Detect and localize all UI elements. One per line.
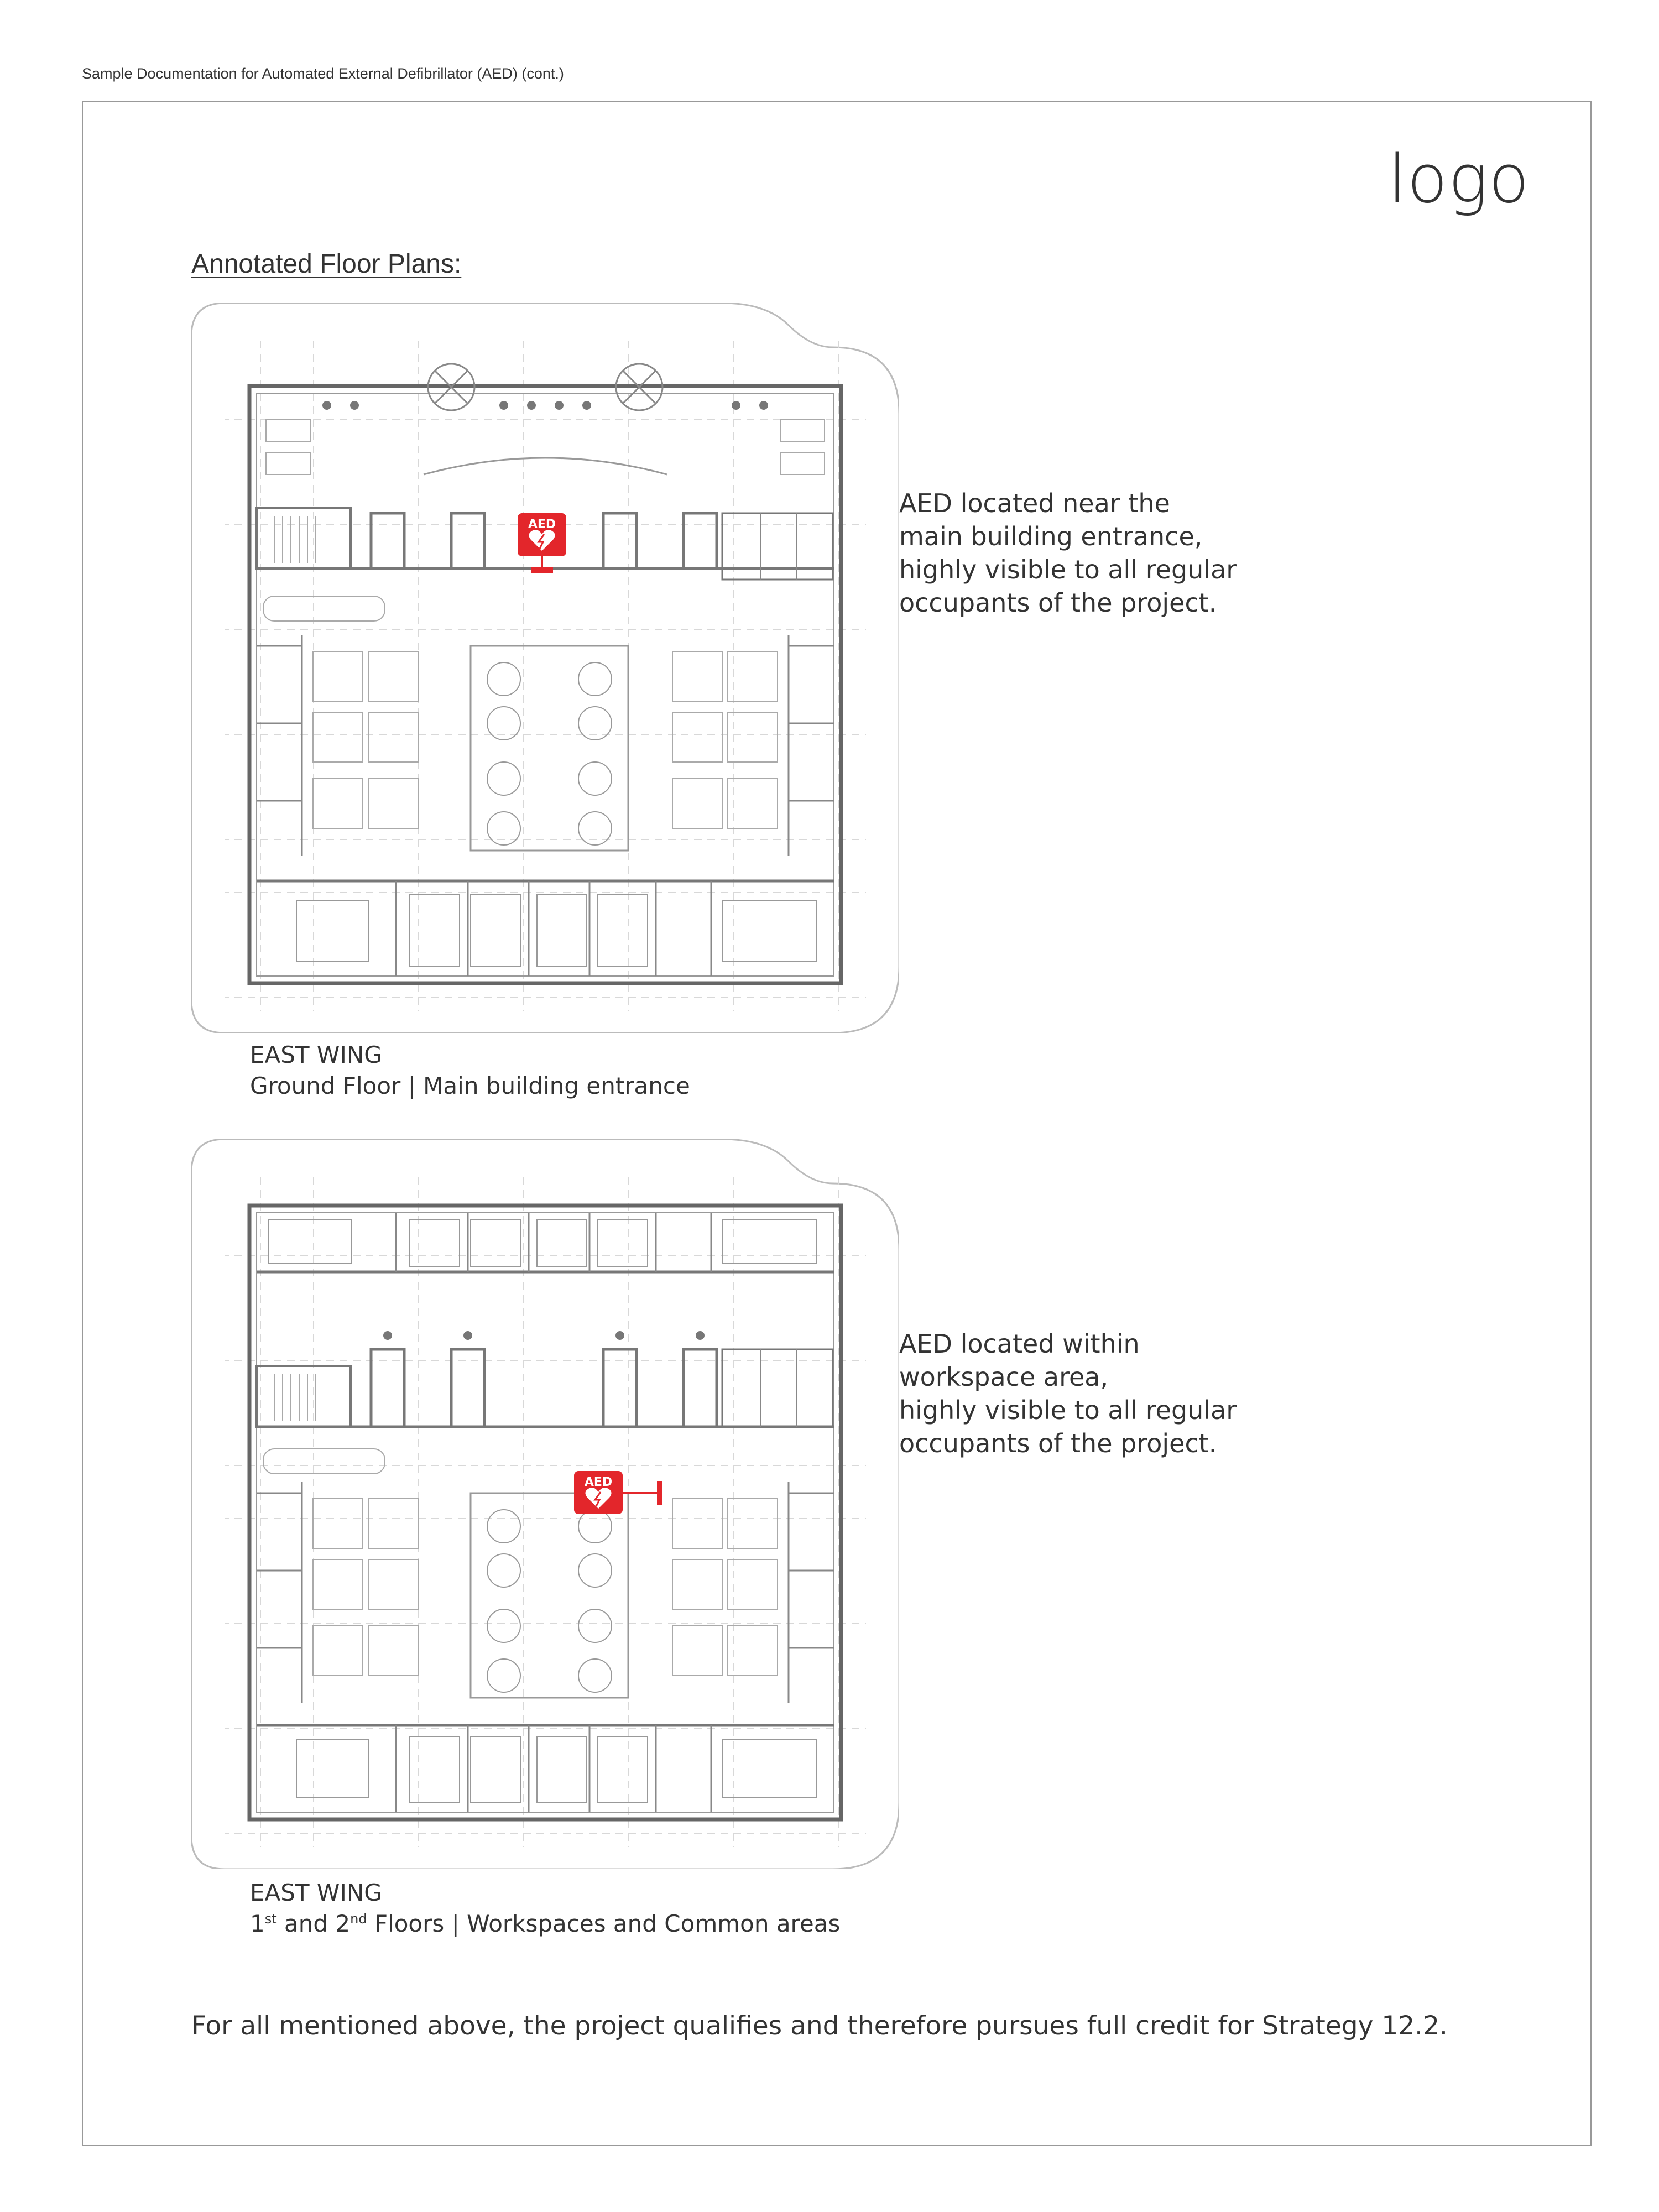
annotation-line: occupants of the project. [899,1428,1217,1458]
aed-badge-label: AED [584,1475,613,1489]
floor-plan-ground [191,303,899,1033]
annotation-line: highly visible to all regular [899,1395,1237,1425]
annotation-line: main building entrance, [899,521,1203,551]
caption-upper [250,1877,840,1939]
footer-statement: For all mentioned above, the project qualifies and therefore pursues full credit for Strategy 12.2. [191,2011,1448,2041]
logo-placeholder: logo [1388,141,1530,218]
caption-floor [250,1908,840,1939]
caption-ground [250,1040,690,1102]
annotation-line: highly visible to all regular [899,555,1237,585]
caption-floor: Ground Floor | Main building entrance [250,1072,690,1099]
aed-badge-label: AED [528,518,556,531]
annotation-upper [899,1327,1319,1460]
annotation-line: workspace area, [899,1362,1109,1392]
caption-floor-sup1: st [264,1911,277,1927]
annotation-line: occupants of the project. [899,588,1217,618]
caption-floor-sup2: nd [350,1911,367,1927]
annotation-line: AED located near the [899,488,1170,518]
caption-wing: EAST WING [250,1879,382,1906]
caption-floor-num1: 1 [250,1910,265,1937]
annotation-line: AED located within [899,1329,1140,1359]
annotation-ground [899,487,1319,619]
floor-plan-upper [191,1139,899,1869]
caption-floor-mid: and 2 [276,1910,351,1937]
section-title: Annotated Floor Plans: [191,249,462,279]
header-note: Sample Documentation for Automated External Defibrillator (AED) (cont.) [82,65,564,82]
caption-floor-rest: Floors | Workspaces and Common areas [367,1910,841,1937]
caption-wing: EAST WING [250,1041,382,1068]
